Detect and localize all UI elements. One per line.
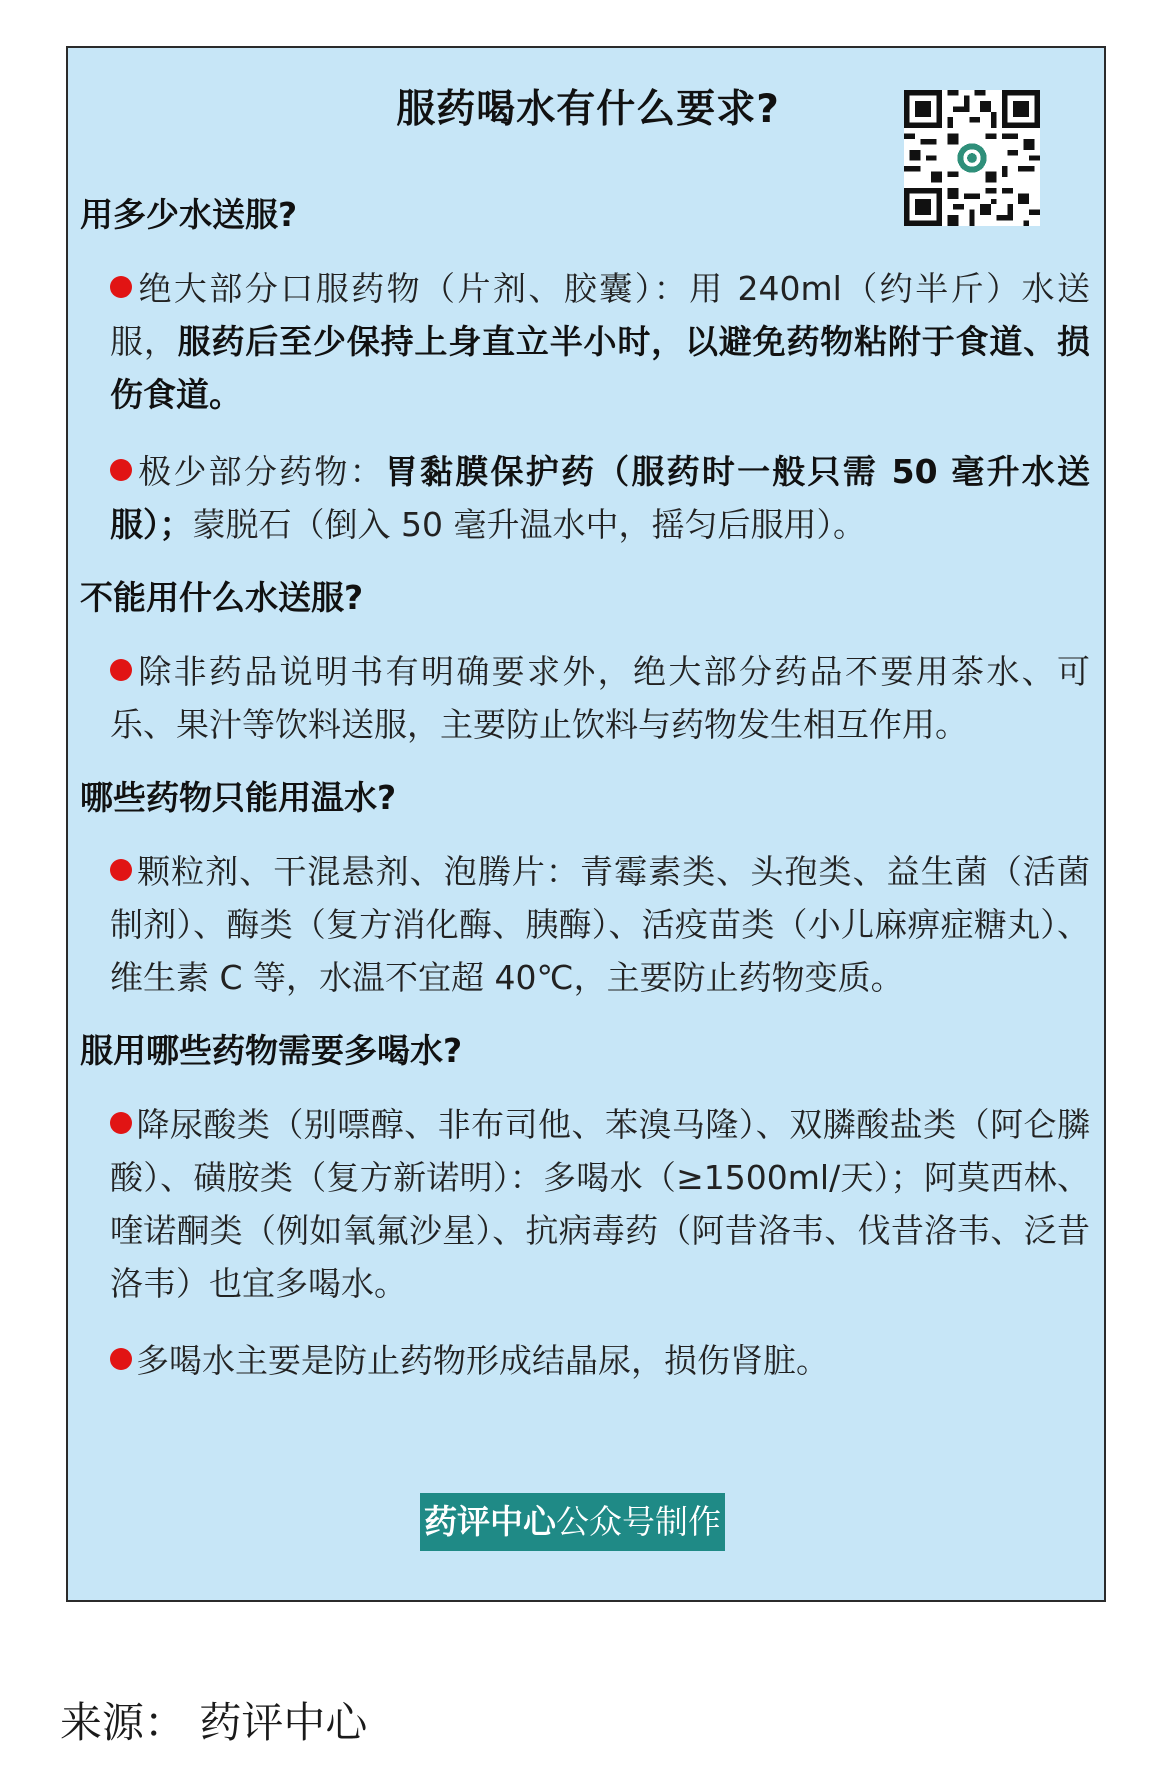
paragraph-no-beverages: [80, 645, 1090, 751]
text-normal: 颗粒剂、干混悬剂、泡腾片：青霉素类、头孢类、益生菌（活菌制剂）、酶类（复方消化酶、胰酶）、活疫苗类（小儿麻痹症糖丸）、维生素 C 等，水温不宜超 40℃，主要防止药物变质。: [110, 852, 1090, 997]
section-heading-warm-water: 哪些药物只能用温水?: [80, 778, 397, 817]
credit-badge: [420, 1493, 725, 1551]
text-normal: 绝大部分口服药物（片剂、胶囊）：用 240ml（约半斤）水送服，: [110, 269, 1090, 361]
source-line: 来源： 药评中心: [60, 1698, 368, 1747]
credit-bold-text: 药评中心: [424, 1502, 556, 1541]
section-heading-water-amount: 用多少水送服?: [80, 195, 298, 234]
text-normal: 多喝水主要是防止药物形成结晶尿，损伤肾脏。: [136, 1341, 829, 1380]
paragraph-drink-more-drugs: [80, 1098, 1090, 1310]
section-heading-drink-more: 服用哪些药物需要多喝水?: [80, 1031, 463, 1070]
red-bullet-icon: [110, 276, 132, 298]
card-content: [80, 190, 1090, 1387]
text-normal: 极少部分药物：: [136, 452, 385, 491]
info-card: [66, 46, 1106, 1602]
text-normal: 蒙脱石（倒入 50 毫升温水中，摇匀后服用）。: [192, 505, 866, 544]
text-normal: 除非药品说明书有明确要求外，绝大部分药品不要用茶水、可乐、果汁等饮料送服，主要防止饮料与药物发生相互作用。: [110, 652, 1090, 744]
red-bullet-icon: [110, 659, 132, 681]
red-bullet-icon: [110, 859, 132, 881]
paragraph-few-drugs: [80, 445, 1090, 551]
red-bullet-icon: [110, 1112, 132, 1134]
section-heading-forbidden-drinks: 不能用什么水送服?: [80, 578, 364, 617]
red-bullet-icon: [110, 459, 132, 481]
credit-normal-text: 公众号制作: [556, 1502, 721, 1541]
red-bullet-icon: [110, 1348, 132, 1370]
text-normal: 降尿酸类（别嘌醇、非布司他、苯溴马隆）、双膦酸盐类（阿仑膦酸）、磺胺类（复方新诺明）：多喝水（≥1500ml/天）；阿莫西林、喹诺酮类（例如氧氟沙星）、抗病毒药（阿昔洛韦、伐昔洛韦、泛昔洛韦）也宜多喝水。: [110, 1105, 1090, 1303]
text-bold: 服药后至少保持上身直立半小时，以避免药物粘附于食道、损伤食道。: [110, 322, 1091, 414]
paragraph-warm-water-drugs: [80, 845, 1090, 1004]
card-title: 服药喝水有什么要求?: [396, 87, 780, 132]
text-bold: 胃黏膜保护药（服药时一般只需 50 毫升水送服）；: [110, 452, 1091, 544]
paragraph-oral-drugs: [80, 262, 1090, 421]
paragraph-drink-more-reason: [80, 1334, 1090, 1387]
